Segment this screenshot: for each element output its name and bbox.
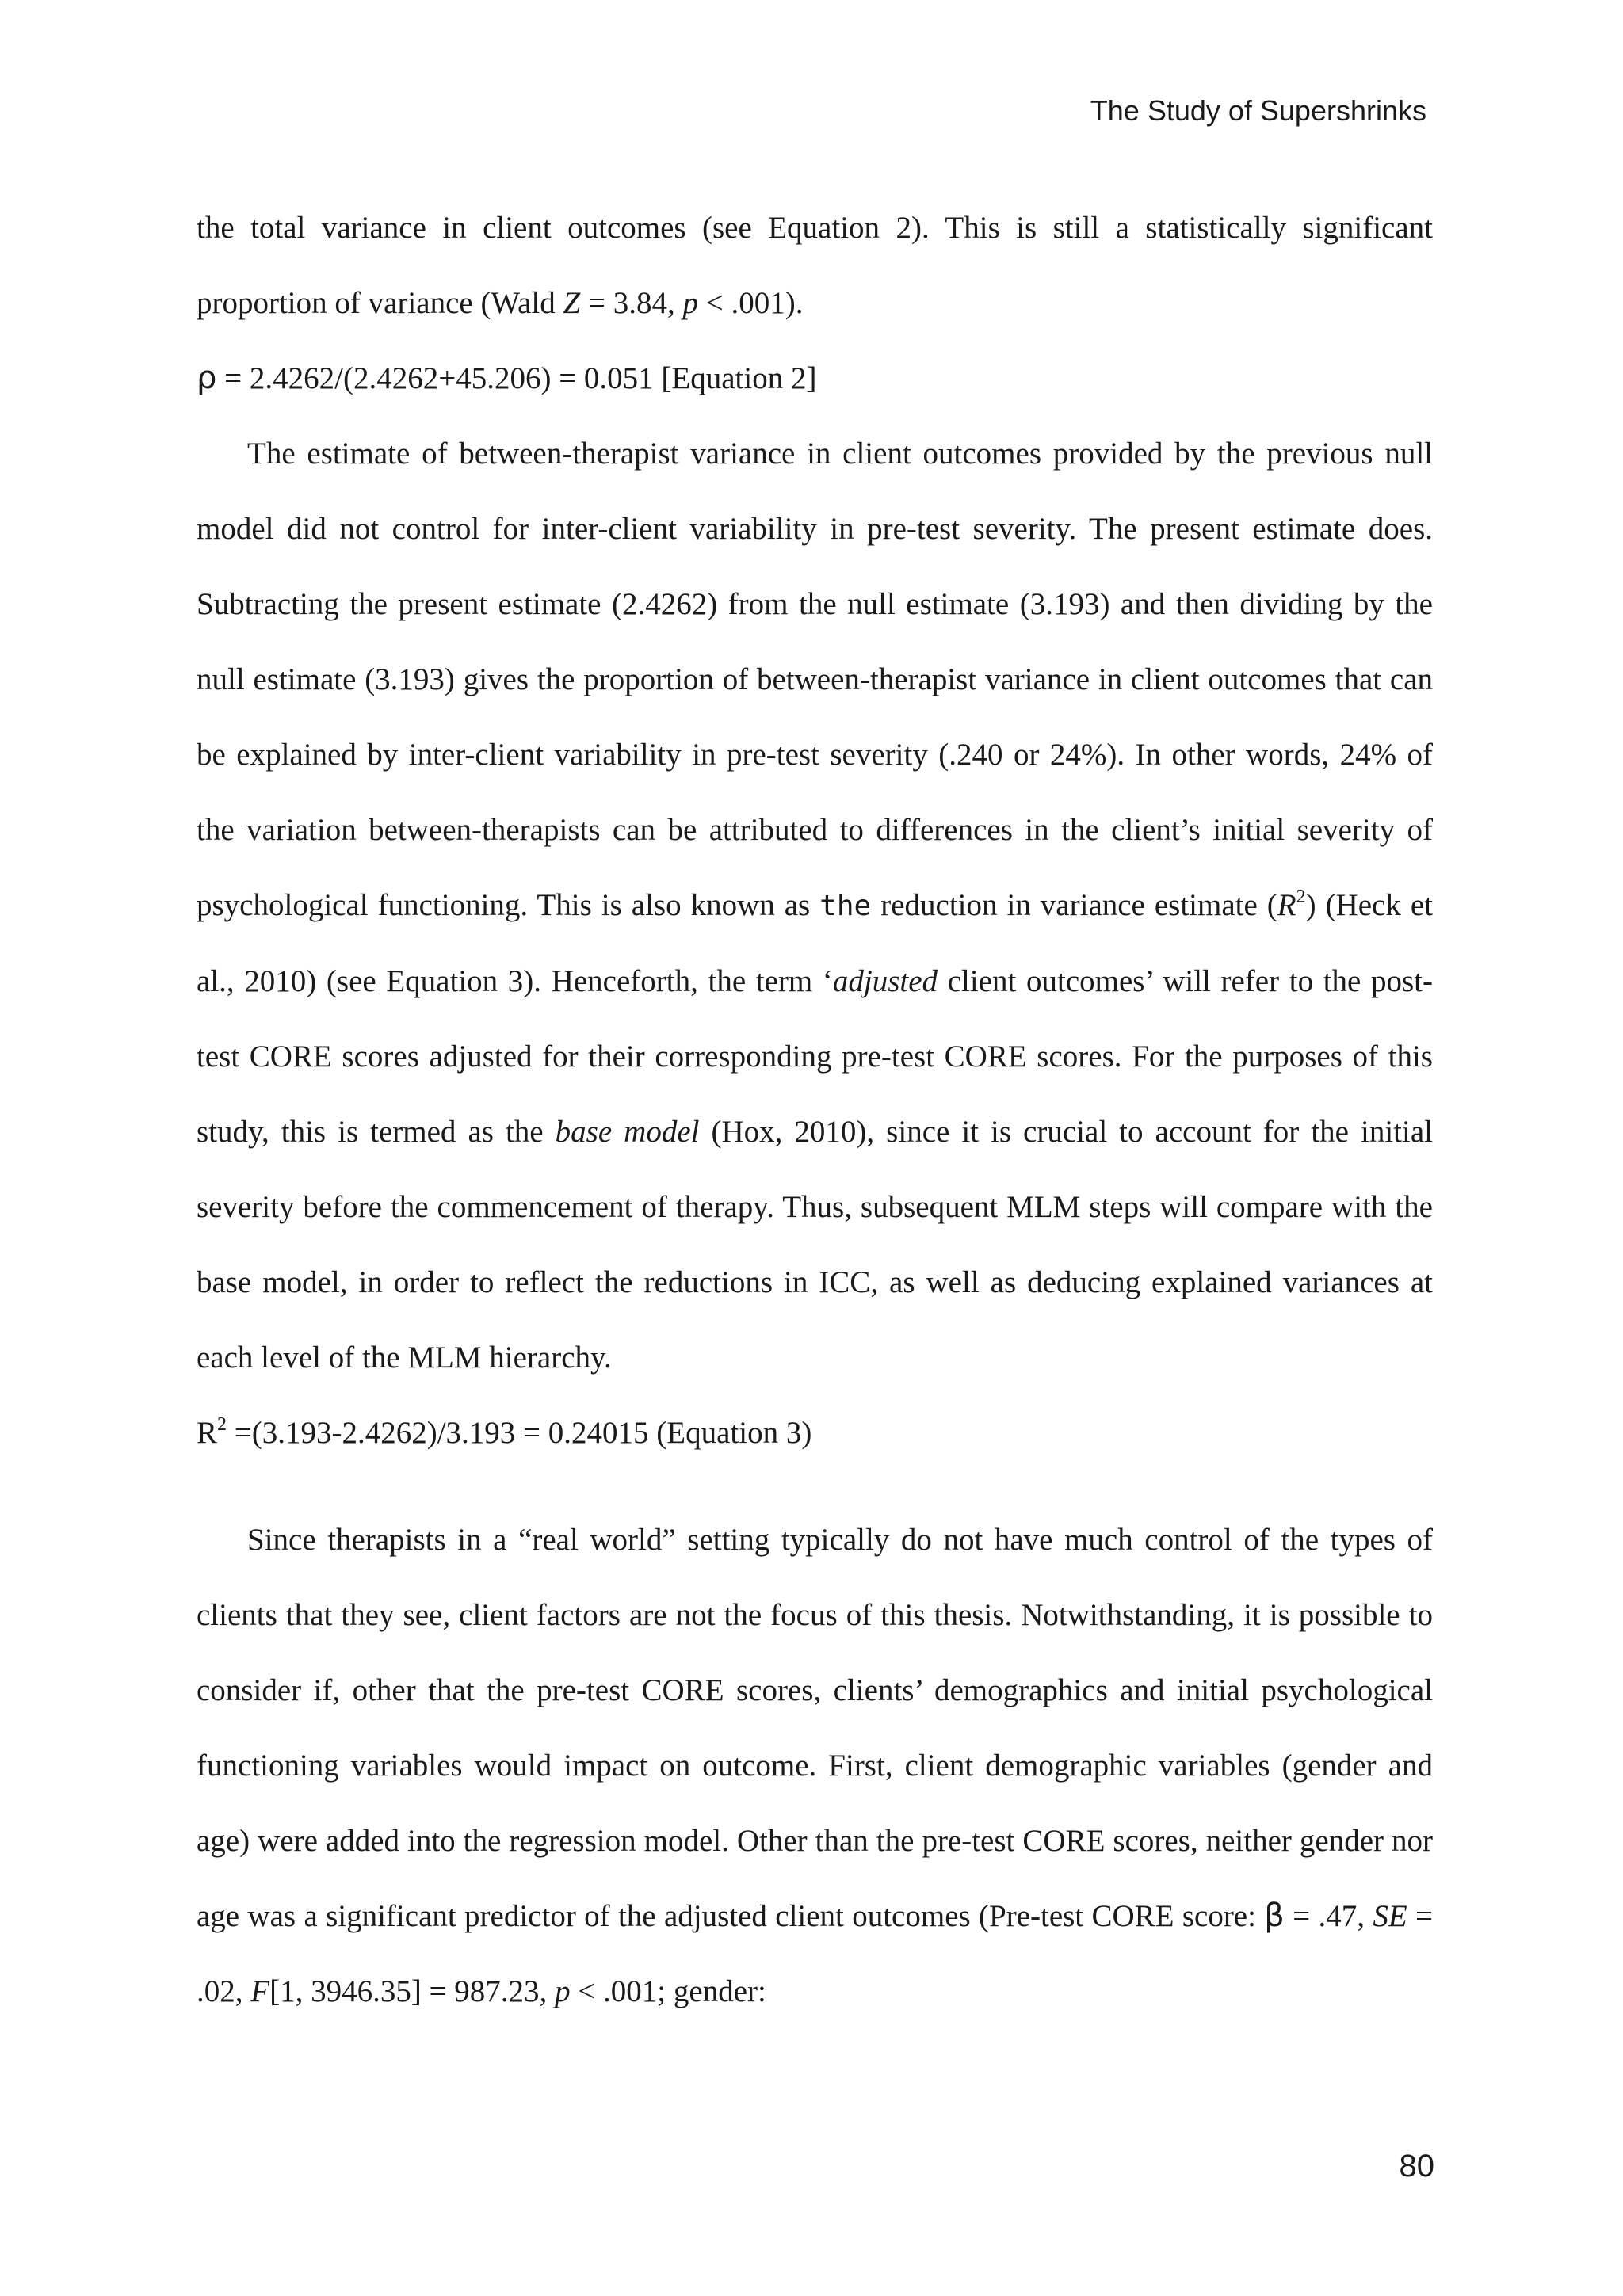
equation-2: ρ = 2.4262/(2.4262+45.206) = 0.051 [Equation 2] <box>197 360 817 396</box>
rho-symbol: ρ <box>197 360 217 396</box>
paragraph-variance-continuation: the total variance in client outcomes (see Equation 2). This is still a statistically significant proportion of variance (Wald Z = 3.84, p < .001). <box>197 211 1433 320</box>
page-number: 80 <box>1399 2149 1434 2183</box>
beta-symbol: β <box>1264 1897 1285 1934</box>
body-text <box>197 190 1433 2029</box>
paragraph-client-factors: Since therapists in a “real world” setting typically do not have much control of the types of clients that they see, client factors are not the focus of this thesis. Notwithstanding, it is possible to consider if, other that the pre-test CORE scores, clients’ demographics and initial psychological functioning variables would impact on outcome. First, client demographic variables (gender and age) were added into the regression model. Other than the pre-test CORE scores, neither gender nor age was a significant predictor of the adjusted client outcomes (Pre-test CORE score: β = .47, SE = .02, F[1, 3946.35] = 987.23, p < .001; gender: <box>197 1523 1434 2008</box>
equation-3: $R^2 =(3.193-2.4262)/3.193 = 0.24015$ (Equation 3) <box>197 1414 812 1450</box>
paragraph-between-therapist-variance: The estimate of between-therapist variance in client outcomes provided by the previous null model did not control for inter-client variability in pre-test severity. The present estimate does. Subtracting the present estimate (2.4262) from the null estimate (3.193) and then dividing by the null estimate (3.193) gives the proportion of between-therapist variance in client outcomes that can be explained by inter-client variability in pre-test severity (.240 or 24%). In other words, 24% of the variation between-therapists can be attributed to differences in the client’s initial severity of psychological functioning. This is also known as the reduction in variance estimate $(R^2)$ (Heck et al., 2010) (see Equation 3). Henceforth, the term ‘adjusted client outcomes’ will refer to the post-test CORE scores adjusted for their corresponding pre-test CORE scores. For the purposes of this study, this is termed as the base model (Hox, 2010), since it is crucial to account for the initial severity before the commencement of therapy. Thus, subsequent MLM steps will compare with the base model, in order to reflect the reductions in ICC, as well as deducing explained variances at each level of the MLM hierarchy. <box>197 437 1434 1375</box>
running-header: The Study of Supershrinks <box>1090 94 1426 127</box>
